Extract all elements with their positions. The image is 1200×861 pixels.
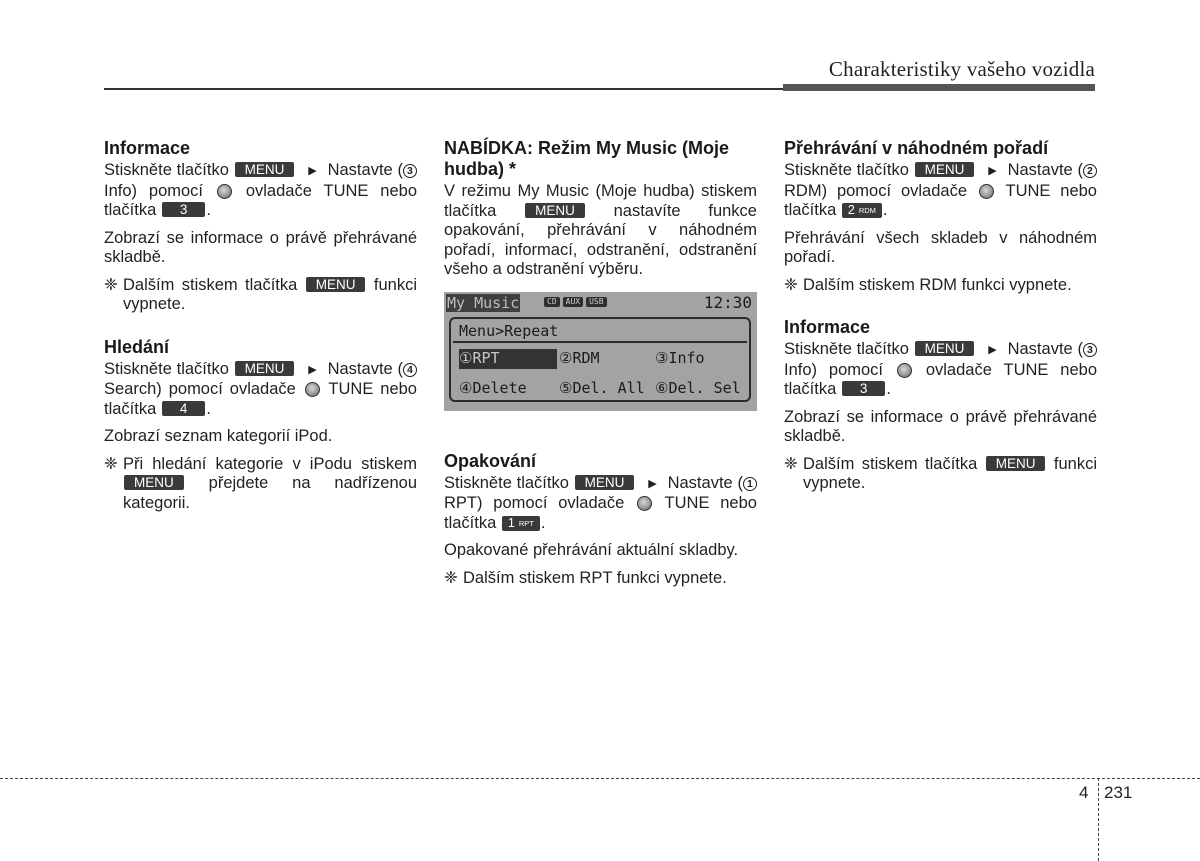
- menu-button-icon: MENU: [235, 162, 295, 177]
- note-text: [123, 276, 417, 315]
- arrow-right-icon: ▶: [988, 165, 997, 177]
- arrow-right-icon: ▶: [648, 477, 657, 490]
- text: .: [540, 513, 546, 532]
- text: TUNE nebo tlačítka: [444, 494, 757, 532]
- text: Nastavte (: [327, 359, 403, 378]
- screen-title: My Music: [447, 293, 520, 312]
- tune-knob-icon: [217, 184, 232, 199]
- text: Stiskněte tlačítko: [784, 340, 909, 358]
- paragraph: Opakované přehrávání aktuální skladby.: [444, 541, 739, 559]
- text: TUNE nebo tlačítka: [784, 181, 1097, 219]
- paragraph: [104, 161, 417, 221]
- text: Nastavte (: [1007, 161, 1083, 179]
- arrow-right-icon: ▶: [988, 344, 997, 356]
- source-tag-aux: AUX: [563, 297, 583, 307]
- section-heading-nahodne: Přehrávání v náhodném pořadí: [784, 138, 1049, 158]
- paragraph: Přehrávání všech skladeb v náhodném pořadí.: [784, 228, 1097, 266]
- menu-button-icon: MENU: [306, 277, 366, 292]
- source-tag-cd: CD: [544, 297, 560, 307]
- text: Nastavte (: [327, 161, 403, 179]
- screen-menu-panel: [449, 317, 751, 402]
- text: Dalším stiskem tlačítka: [803, 454, 978, 473]
- circled-number-icon: 2: [1083, 164, 1097, 178]
- paragraph: [784, 340, 1097, 400]
- screen-option-info: ③Info: [655, 348, 705, 367]
- text: Stiskněte tlačítko: [444, 473, 569, 492]
- menu-button-icon: MENU: [915, 341, 975, 356]
- text: funkci vypnete.: [803, 454, 1097, 492]
- section-heading-informace: Informace: [104, 138, 191, 158]
- text: Dalším stiskem tlačítka: [123, 275, 298, 294]
- button-number: 2: [847, 203, 855, 217]
- text: ovladače TUNE nebo tlačítka: [104, 181, 418, 219]
- note-symbol: ❈: [104, 275, 118, 294]
- source-tag-usb: USB: [586, 297, 606, 307]
- menu-button-icon: MENU: [525, 203, 585, 218]
- text: .: [886, 380, 891, 398]
- tune-knob-icon: [637, 496, 652, 511]
- screen-option-rpt: ①RPT: [459, 349, 557, 369]
- menu-button-icon: MENU: [235, 361, 295, 376]
- button-3-icon: 3: [842, 381, 886, 396]
- tune-knob-icon: [305, 382, 320, 397]
- note-symbol: ❈: [444, 568, 458, 587]
- button-2-rdm-icon: [842, 203, 882, 218]
- column-2: [444, 138, 757, 596]
- text: Stiskněte tlačítko: [784, 161, 909, 179]
- header-rule-accent: [783, 84, 1095, 91]
- paragraph: [444, 474, 757, 534]
- text: V režimu My Music (Moje hudba) stiskem tlačítka: [444, 182, 757, 220]
- text: Stiskněte tlačítko: [104, 359, 229, 378]
- paragraph: [444, 182, 757, 280]
- text: RDM) pomocí ovladače: [784, 181, 967, 200]
- column-3: [784, 138, 1097, 502]
- arrow-right-icon: ▶: [308, 363, 317, 376]
- paragraph: Zobrazí se informace o právě přehrávané skladbě.: [784, 407, 1097, 445]
- note-text: [803, 455, 1097, 494]
- text: .: [206, 201, 211, 219]
- footer-rule: [0, 778, 1200, 779]
- button-tag: RDM: [858, 206, 876, 215]
- section-heading-nabidka: NABÍDKA: Režim My Music (Moje hudba) *: [444, 138, 730, 179]
- screen-option-delete: ④Delete: [459, 378, 527, 397]
- screen-option-rdm: ②RDM: [559, 348, 600, 367]
- screen-source-tags: [544, 297, 607, 307]
- arrow-right-icon: ▶: [308, 165, 317, 177]
- circled-number-icon: 3: [1083, 343, 1097, 357]
- note: [444, 569, 757, 589]
- lcd-screen-illustration: [444, 292, 757, 411]
- circled-number-icon: 1: [743, 477, 757, 491]
- menu-button-icon: MENU: [986, 456, 1046, 471]
- screen-option-del-all: ⑤Del. All: [559, 378, 645, 397]
- tune-knob-icon: [897, 363, 912, 378]
- screen-divider: [453, 341, 747, 343]
- note-text: [123, 455, 417, 514]
- text: .: [206, 399, 211, 418]
- note: [104, 455, 417, 514]
- text: funkci vypnete.: [123, 275, 417, 313]
- tune-knob-icon: [979, 184, 994, 199]
- text: .: [882, 201, 888, 219]
- text: Search) pomocí ovladače: [104, 380, 296, 398]
- page-number: 231: [1104, 783, 1133, 802]
- button-4-icon: 4: [162, 401, 206, 416]
- note-symbol: ❈: [784, 275, 798, 294]
- text: přejdete na nadřízenou kategorii.: [123, 474, 417, 512]
- button-tag: RPT: [518, 518, 534, 528]
- note-symbol: ❈: [784, 454, 798, 473]
- text: ovladače TUNE nebo tlačítka: [784, 360, 1098, 398]
- page-header-title: Charakteristiky vašeho vozidla: [828, 57, 1095, 81]
- paragraph: Zobrazí se informace o právě přehrávané skladbě.: [104, 228, 417, 266]
- screen-breadcrumb: Menu>Repeat: [459, 321, 559, 340]
- text: Při hledání kategorie v iPodu stiskem: [123, 454, 417, 473]
- text: Nastavte (: [667, 473, 743, 492]
- menu-button-icon: MENU: [915, 162, 975, 177]
- text: Stiskněte tlačítko: [104, 161, 229, 179]
- note: [784, 455, 1097, 494]
- note-symbol: ❈: [104, 454, 118, 473]
- screen-option-del-sel: ⑥Del. Sel: [655, 378, 741, 397]
- note: [784, 276, 1097, 296]
- text: Info) pomocí: [104, 181, 204, 200]
- button-1-rpt-icon: [502, 516, 540, 531]
- paragraph: [104, 360, 417, 420]
- menu-button-icon: MENU: [124, 475, 184, 490]
- paragraph: Zobrazí seznam kategorií iPod.: [104, 427, 333, 445]
- circled-number-icon: 4: [403, 363, 417, 377]
- chapter-number: 4: [1079, 783, 1089, 802]
- footer-vertical-rule: [1098, 778, 1099, 861]
- text: TUNE nebo tlačítka: [104, 380, 417, 418]
- text: RPT) pomocí ovladače: [444, 494, 625, 512]
- screen-clock: 12:30: [703, 292, 752, 312]
- section-heading-hledani: Hledání: [104, 336, 170, 357]
- column-1: [104, 138, 417, 521]
- section-heading-informace: Informace: [784, 317, 871, 337]
- note: [104, 276, 417, 315]
- note-text: Dalším stiskem RPT funkci vypnete.: [463, 568, 727, 587]
- note-text: Dalším stiskem RDM funkci vypnete.: [803, 275, 1072, 294]
- text: Nastavte (: [1007, 340, 1083, 358]
- circled-number-icon: 3: [403, 164, 417, 178]
- text: nastavíte funkce opakování, přehrávání v náhodném pořadí, informací, odstranění, odstranění všeho a odstranění výběru.: [444, 201, 757, 278]
- button-number: 1: [507, 515, 515, 530]
- button-3-icon: 3: [162, 202, 206, 217]
- section-heading-opakovani: Opakování: [444, 450, 537, 471]
- text: Info) pomocí: [784, 360, 884, 379]
- paragraph: [784, 161, 1097, 221]
- menu-button-icon: MENU: [575, 475, 635, 490]
